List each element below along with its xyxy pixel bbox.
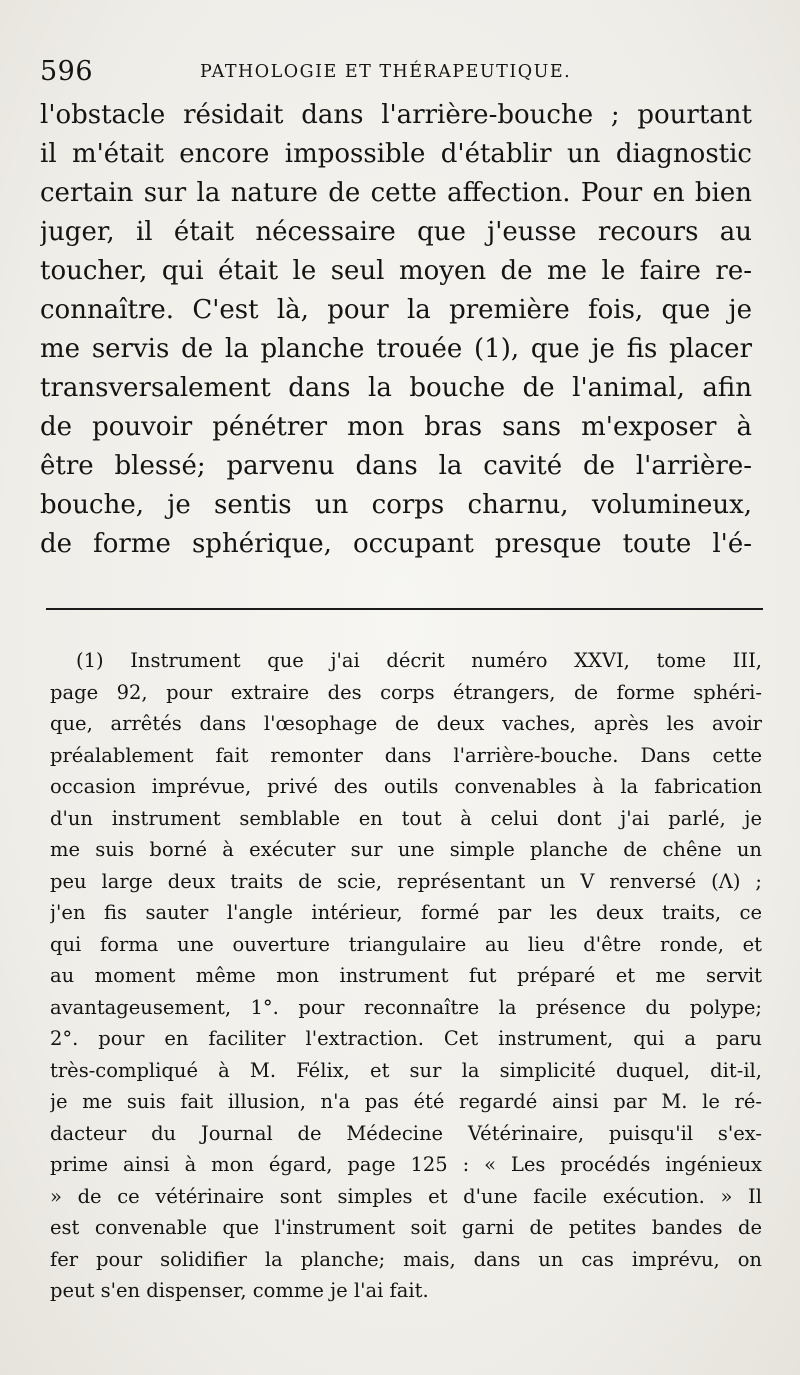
body-line: connaître. C'est là, pour la première fois, que je: [40, 295, 752, 325]
footnote-line: page 92, pour extraire des corps étrangers, de forme sphéri-: [50, 680, 762, 704]
body-text: [40, 96, 752, 564]
body-line: bouche, je sentis un corps charnu, volumineux,: [40, 490, 752, 520]
body-line: certain sur la nature de cette affection. Pour en bien: [40, 178, 752, 208]
footnote-line: prime ainsi à mon égard, page 125 : « Les procédés ingénieux: [50, 1153, 762, 1176]
footnote-line: que, arrêtés dans l'œsophage de deux vaches, après les avoir: [50, 712, 762, 735]
footnote-line: fer pour solidifier la planche; mais, dans un cas imprévu, on: [50, 1247, 762, 1271]
body-line: juger, il était nécessaire que j'eusse recours au: [40, 217, 752, 247]
footnote-line: est convenable que l'instrument soit garni de petites bandes de: [50, 1216, 762, 1239]
footnote-line: je me suis fait illusion, n'a pas été regardé ainsi par M. le ré-: [50, 1090, 762, 1113]
page-number: 596: [40, 56, 94, 87]
footnote-line: peut s'en dispenser, comme je l'ai fait.: [50, 1279, 429, 1302]
footnote-line: » de ce vétérinaire sont simples et d'une facile exécution. » Il: [50, 1184, 762, 1208]
body-line: être blessé; parvenu dans la cavité de l'arrière-: [40, 451, 752, 481]
footnote-line: au moment même mon instrument fut préparé et me servit: [50, 964, 762, 987]
running-title: PATHOLOGIE ET THÉRAPEUTIQUE.: [200, 62, 572, 82]
footnote-line: j'en fis sauter l'angle intérieur, formé par les deux traits, ce: [50, 901, 762, 924]
footnote-line: qui forma une ouverture triangulaire au lieu d'être ronde, et: [50, 932, 762, 956]
body-line: de pouvoir pénétrer mon bras sans m'exposer à: [40, 412, 752, 442]
body-line: me servis de la planche trouée (1), que je fis placer: [40, 334, 752, 364]
footnote-line: me suis borné à exécuter sur une simple planche de chêne un: [50, 838, 762, 861]
footnote-line: peu large deux traits de scie, représentant un V renversé (Λ) ;: [50, 869, 762, 893]
running-head: [38, 56, 748, 90]
footnote-line: dacteur du Journal de Médecine Vétérinaire, puisqu'il s'ex-: [50, 1121, 762, 1145]
footnote-separator: [46, 608, 763, 610]
footnote-line: 2°. pour en faciliter l'extraction. Cet instrument, qui a paru: [50, 1027, 762, 1050]
footnote-line: préalablement fait remonter dans l'arrière-bouche. Dans cette: [50, 743, 762, 767]
body-line: il m'était encore impossible d'établir un diagnostic: [40, 139, 752, 169]
footnote-line: d'un instrument semblable en tout à celui dont j'ai parlé, je: [50, 806, 762, 830]
footnote: [50, 645, 762, 1307]
body-line: toucher, qui était le seul moyen de me le faire re-: [40, 256, 752, 286]
footnote-line: avantageusement, 1°. pour reconnaître la présence du polype;: [50, 995, 762, 1019]
body-line: de forme sphérique, occupant presque toute l'é-: [40, 529, 752, 559]
footnote-line: (1) Instrument que j'ai décrit numéro XXVI, tome III,: [76, 649, 762, 672]
body-line: transversalement dans la bouche de l'animal, afin: [40, 373, 752, 403]
footnote-line: occasion imprévue, privé des outils convenables à la fabrication: [50, 775, 762, 798]
footnote-line: très-compliqué à M. Félix, et sur la simplicité duquel, dit-il,: [50, 1058, 762, 1082]
body-line: l'obstacle résidait dans l'arrière-bouche ; pourtant: [40, 100, 752, 130]
